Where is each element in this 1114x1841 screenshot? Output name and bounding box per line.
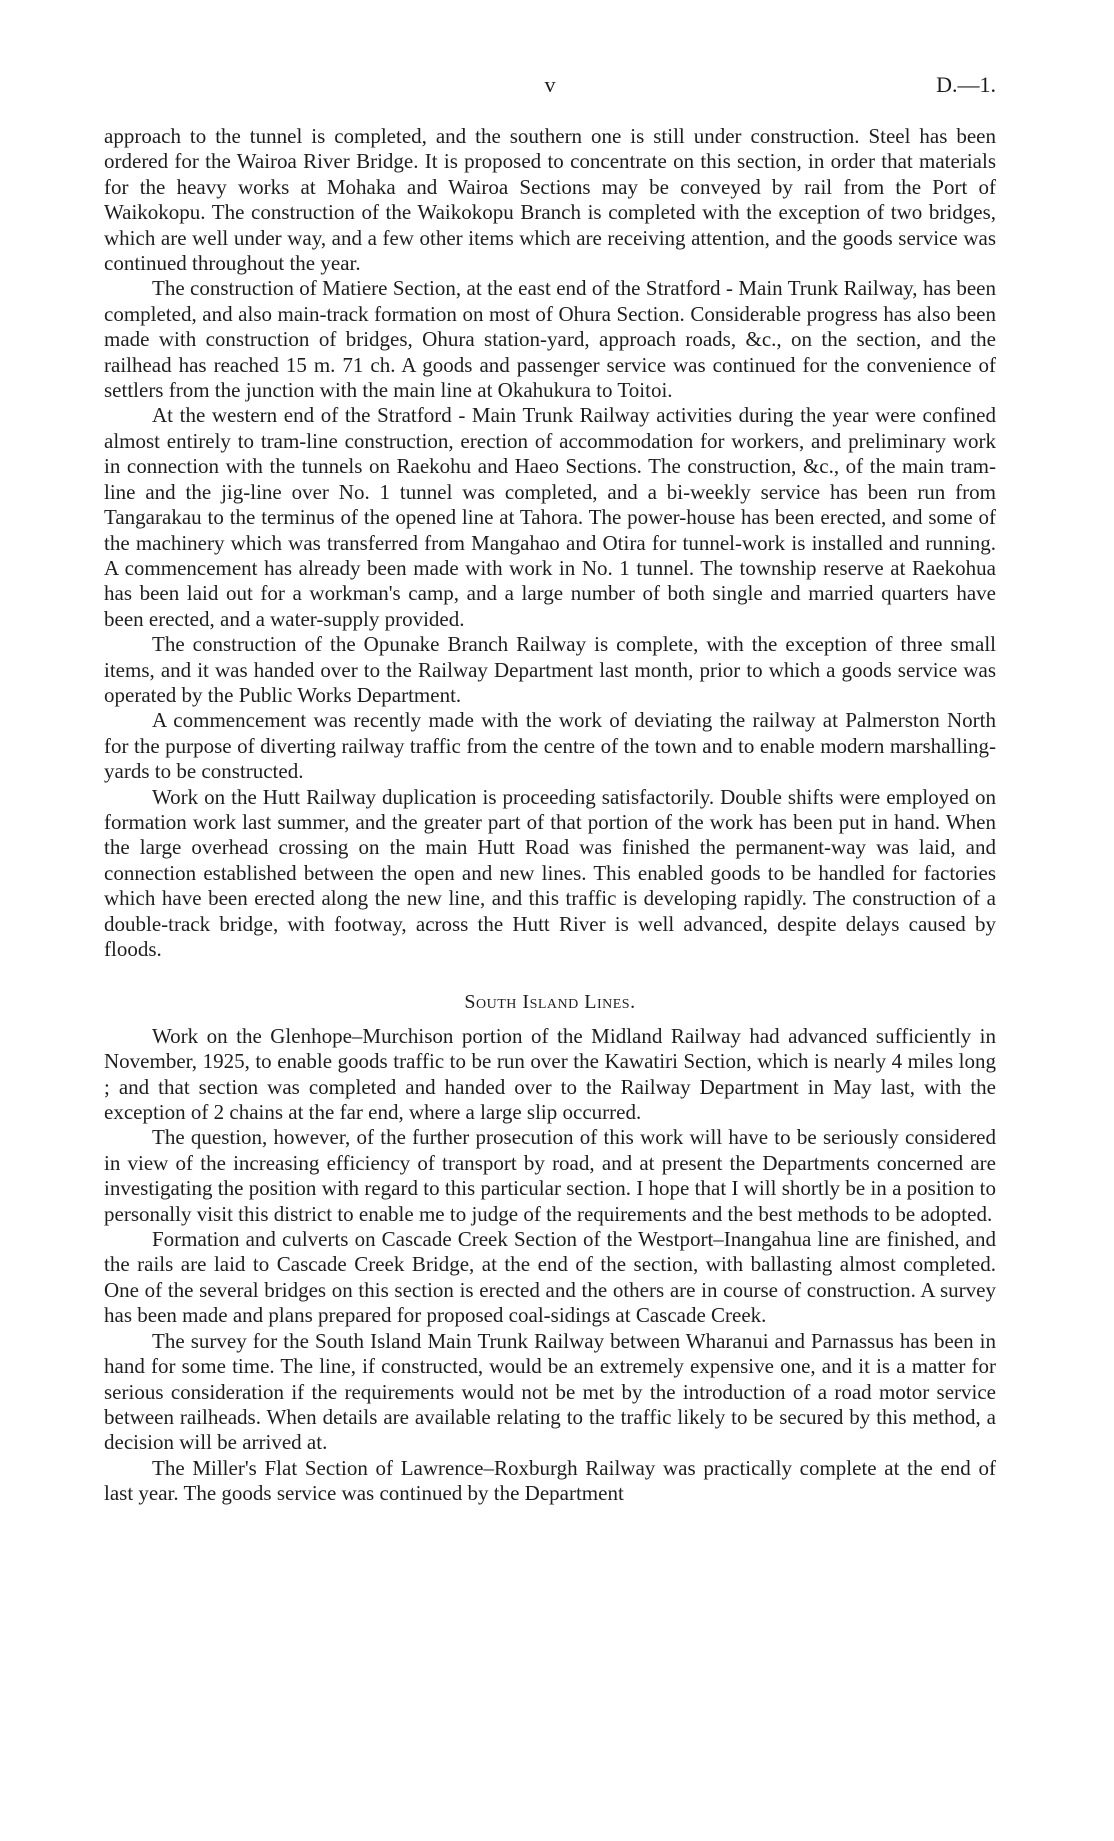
paragraph: The Miller's Flat Section of Lawrence–Roxburgh Railway was practically complete at the end of last year. The goods service was continued by the Department — [104, 1455, 996, 1506]
paragraph: The construction of Matiere Section, at the east end of the Stratford - Main Trunk Railway, has been completed, and also main-track formation on most of Ohura Section. Considerable progress has also been made with construction of bridges, Ohura station-yard, approach roads, &c., on the section, and the railhead has reached 15 m. 71 ch. A goods and passenger service was continued for the convenience of settlers from the junction with the main line at Okahukura to Toitoi. — [104, 276, 996, 403]
section-heading: South Island Lines. — [464, 991, 636, 1014]
paragraph: approach to the tunnel is completed, and the southern one is still under construction. Steel has been ordered for the Wairoa River Bridge. It is proposed to concentrate on this section, in order that materials for the heavy works at Mohaka and Wairoa Sections may be conveyed by rail from the Port of Waikokopu. The construction of the Waikokopu Branch is completed with the exception of two bridges, which are well under way, and a few other items which are receiving attention, and the goods service was continued throughout the year. — [104, 124, 996, 276]
paragraph: A commencement was recently made with the work of deviating the railway at Palmerston North for the purpose of diverting railway traffic from the centre of the town and to enable modern marshalling-yards to be constructed. — [104, 708, 996, 784]
paragraph: Formation and culverts on Cascade Creek Section of the Westport–Inangahua line are finished, and the rails are laid to Cascade Creek Bridge, at the end of the section, with ballasting almost completed. One of the several bridges on this section is erected and the others are in course of construction. A survey has been made and plans prepared for proposed coal-sidings at Cascade Creek. — [104, 1227, 996, 1328]
paragraph: The question, however, of the further prosecution of this work will have to be seriously considered in view of the increasing efficiency of transport by road, and at present the Departments concerned are investigating the position with regard to this particular section. I hope that I will shortly be in a position to personally visit this district to enable me to judge of the requirements and the best methods to be adopted. — [104, 1125, 996, 1226]
paragraph: Work on the Glenhope–Murchison portion of the Midland Railway had advanced sufficiently in November, 1925, to enable goods traffic to be run over the Kawatiri Section, which is nearly 4 miles long ; and that section was completed and handed over to the Railway Department in May last, with the exception of 2 chains at the far end, where a large slip occurred. — [104, 1023, 996, 1125]
page-number: v — [544, 72, 556, 97]
page-body — [104, 124, 996, 1507]
paragraph: Work on the Hutt Railway duplication is proceeding satisfactorily. Double shifts were employed on formation work last summer, and the greater part of that portion of the work has been put in hand. When the large overhead crossing on the main Hutt Road was finished the permanent-way was laid, and connection established between the open and new lines. This enabled goods to be handled for factories which have been erected along the new line, and this traffic is developing rapidly. The construction of a double-track bridge, with footway, across the Hutt River is well advanced, despite delays caused by floods. — [104, 784, 996, 961]
paragraph: The survey for the South Island Main Trunk Railway between Wharanui and Parnassus has been in hand for some time. The line, if constructed, would be an extremely expensive one, and it is a matter for serious consideration if the requirements would not be met by the introduction of a road motor service between railheads. When details are available relating to the traffic likely to be secured by this method, a decision will be arrived at. — [104, 1328, 996, 1455]
page-header — [104, 72, 996, 102]
paragraph: The construction of the Opunake Branch Railway is complete, with the exception of three small items, and it was handed over to the Railway Department last month, prior to which a goods service was operated by the Public Works Department. — [104, 632, 996, 707]
paragraph: At the western end of the Stratford - Main Trunk Railway activities during the year were confined almost entirely to tram-line construction, erection of accommodation for workers, and preliminary work in connection with the tunnels on Raekohu and Haeo Sections. The construction, &c., of the main tram-line and the jig-line over No. 1 tunnel was completed, and a bi-weekly service has been run from Tangarakau to the terminus of the opened line at Tahora. The power-house has been erected, and some of the machinery which was transferred from Mangahao and Otira for tunnel-work is installed and running. A commencement has already been made with work in No. 1 tunnel. The township reserve at Raekohua has been laid out for a workman's camp, and a large number of both single and married quarters have been erected, and a water-supply provided. — [104, 403, 996, 631]
document-reference: D.—1. — [936, 72, 996, 97]
